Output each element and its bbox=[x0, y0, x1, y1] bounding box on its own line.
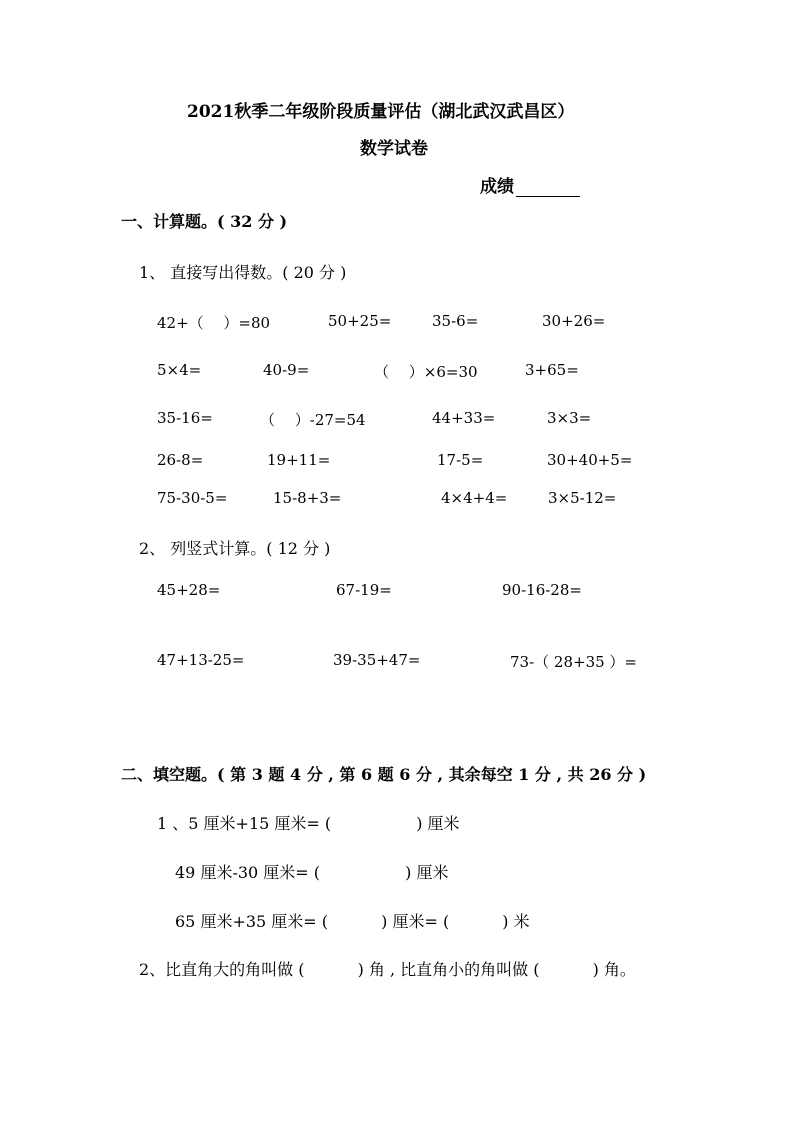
q2-item: 67-19= bbox=[336, 581, 392, 599]
section2-heading: 二、填空题。( 第 3 题 4 分 , 第 6 题 6 分 , 其余每空 1 分 , 共 26 分 ) bbox=[121, 765, 647, 784]
q1-item: （ ）-27=54 bbox=[260, 411, 366, 429]
q1-heading: 1、 直接写出得数。( 20 分 ) bbox=[139, 263, 347, 282]
q1-item: 40-9= bbox=[263, 361, 310, 379]
q2-item: 73-（ 28+35 ）= bbox=[510, 653, 638, 671]
page-title: 2021秋季二年级阶段质量评估（湖北武汉武昌区） bbox=[187, 102, 575, 122]
q1-item: 44+33= bbox=[432, 409, 496, 427]
q1-item: 50+25= bbox=[328, 312, 392, 330]
fill-line: 1 、5 厘米+15 厘米= ( ) 厘米 bbox=[157, 814, 460, 833]
q1-item: 42+（ ）=80 bbox=[157, 314, 271, 332]
q2-item: 47+13-25= bbox=[157, 651, 245, 669]
q1-item: 15-8+3= bbox=[273, 489, 342, 507]
q1-item: 17-5= bbox=[437, 451, 484, 469]
fill-line: 65 厘米+35 厘米= ( ) 厘米= ( ) 米 bbox=[175, 912, 530, 931]
q1-item: 5×4= bbox=[157, 361, 202, 379]
q2-item: 45+28= bbox=[157, 581, 221, 599]
q1-item: 3×5-12= bbox=[548, 489, 617, 507]
page-subtitle: 数学试卷 bbox=[360, 139, 428, 159]
q1-item: （ ）×6=30 bbox=[374, 363, 478, 381]
q1-item: 4×4+4= bbox=[441, 489, 508, 507]
q1-item: 26-8= bbox=[157, 451, 204, 469]
score-blank[interactable] bbox=[516, 178, 580, 197]
q1-item: 35-6= bbox=[432, 312, 479, 330]
q1-item: 30+40+5= bbox=[547, 451, 633, 469]
score-field bbox=[480, 172, 580, 197]
fill-line: 2、比直角大的角叫做 ( ) 角 , 比直角小的角叫做 ( ) 角。 bbox=[139, 960, 636, 979]
q1-item: 3×3= bbox=[547, 409, 592, 427]
fill-line: 49 厘米-30 厘米= ( ) 厘米 bbox=[175, 863, 449, 882]
q1-item: 35-16= bbox=[157, 409, 213, 427]
section1-heading: 一、计算题。( 32 分 ) bbox=[121, 212, 288, 231]
q2-item: 39-35+47= bbox=[333, 651, 421, 669]
q1-item: 30+26= bbox=[542, 312, 606, 330]
q1-item: 19+11= bbox=[267, 451, 331, 469]
q1-item: 75-30-5= bbox=[157, 489, 228, 507]
q2-heading: 2、 列竖式计算。( 12 分 ) bbox=[139, 539, 331, 558]
q2-item: 90-16-28= bbox=[502, 581, 582, 599]
q1-item: 3+65= bbox=[525, 361, 579, 379]
score-label: 成绩 bbox=[480, 177, 514, 197]
